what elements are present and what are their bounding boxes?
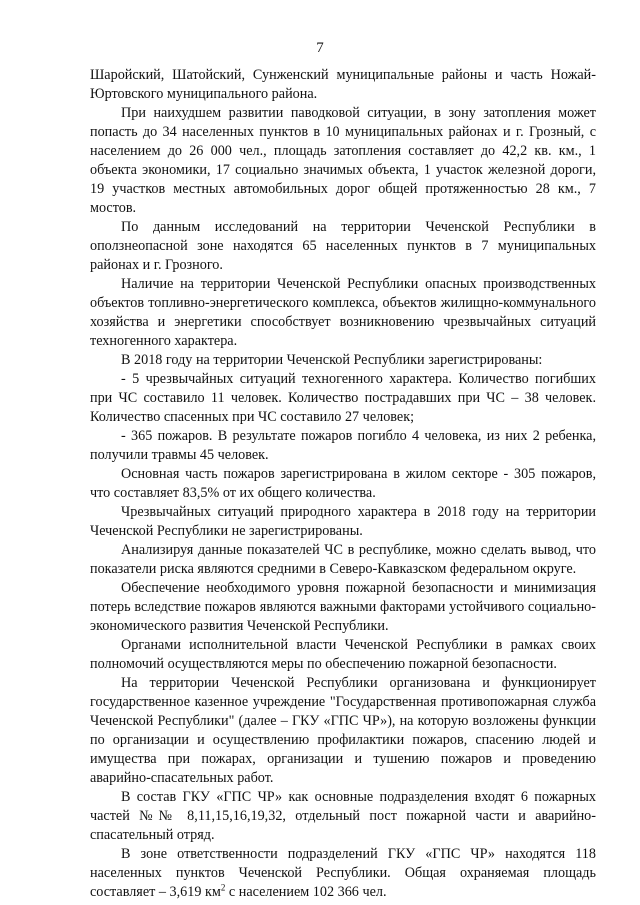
paragraph-continuation: Шаройский, Шатойский, Сунженский муниципальные районы и часть Ножай-Юртовского муниципального района. <box>90 67 596 102</box>
paragraph-landslide-zone: По данным исследований на территории Чеченской Республики в оползнеопасной зоне находятся 65 населенных пунктов в 7 муниципальных районах и г. Грозного. <box>90 219 596 273</box>
paragraph-executive-measures: Органами исполнительной власти Чеченской Республики в рамках своих полномочий осуществляются меры по обеспечению пожарной безопасности. <box>90 637 596 672</box>
list-item-technogenic-emergencies: - 5 чрезвычайных ситуаций техногенного характера. Количество погибших при ЧС составило 11 человек. Количество пострадавших при ЧС – 38 человек. Количество спасенных при ЧС составило 27 человек; <box>90 371 596 425</box>
paragraph-fire-units: В состав ГКУ «ГПС ЧР» как основные подразделения входят 6 пожарных частей №№ 8,11,15,16,19,32, отдельный пост пожарной части и аварийно-спасательный отряд. <box>90 789 596 843</box>
paragraph-fire-safety-importance: Обеспечение необходимого уровня пожарной безопасности и минимизация потерь вследствие пожаров являются важными факторами устойчивого социально-экономического развития Чеченской Республики. <box>90 580 596 634</box>
responsibility-zone-tail: с населением 102 366 чел. <box>225 884 387 900</box>
area-unit-superscript: 2 <box>220 882 226 893</box>
paragraph-risk-analysis: Анализируя данные показателей ЧС в республике, можно сделать вывод, что показатели риска являются средними в Северо-Кавказском федеральном округе. <box>90 542 596 577</box>
responsibility-zone-text: В зоне ответственности подразделений ГКУ «ГПС ЧР» находятся 118 населенных пунктов Чеченской Республики. Общая охраняемая площадь составляет – 3,619 км <box>90 846 596 900</box>
page-number: 7 <box>316 40 324 56</box>
list-item-fires: - 365 пожаров. В результате пожаров погибло 4 человека, из них 2 ребенка, получили травмы 45 человек. <box>90 428 596 463</box>
paragraph-natural-emergencies: Чрезвычайных ситуаций природного характера в 2018 году на территории Чеченской Республики не зарегистрированы. <box>90 504 596 539</box>
document-body <box>90 66 596 902</box>
paragraph-residential-fires: Основная часть пожаров зарегистрирована в жилом секторе - 305 пожаров, что составляет 83,5% от их общего количества. <box>90 466 596 501</box>
paragraph-gps-institution: На территории Чеченской Республики организована и функционирует государственное казенное учреждение "Государственная противопожарная служба Чеченской Республики" (далее – ГКУ «ГПС ЧР»), на которую возложены функции по организации и осуществлению профилактики пожаров, спасению людей и имущества при пожарах, организации и тушению пожаров и проведению аварийно-спасательных работ. <box>90 675 596 786</box>
paragraph-responsibility-zone <box>90 845 596 902</box>
paragraph-flood-situation: При наихудшем развитии паводковой ситуации, в зону затопления может попасть до 34 населенных пунктов в 10 муниципальных районах и г. Грозный, с населением до 26 000 чел., площадь затопления составляет до 42,2 кв. км., 1 объекта экономики, 17 социально значимых объекта, 1 участок железной дороги, 19 участков местных автомобильных дорог общей протяженностью 28 км., 7 мостов. <box>90 105 596 216</box>
paragraph-2018-registered: В 2018 году на территории Чеченской Республики зарегистрированы: <box>121 352 543 368</box>
paragraph-hazardous-objects: Наличие на территории Чеченской Республики опасных производственных объектов топливно-энергетического комплекса, объектов жилищно-коммунального хозяйства и энергетики способствует возникновению чрезвычайных ситуаций техногенного характера. <box>90 276 596 349</box>
